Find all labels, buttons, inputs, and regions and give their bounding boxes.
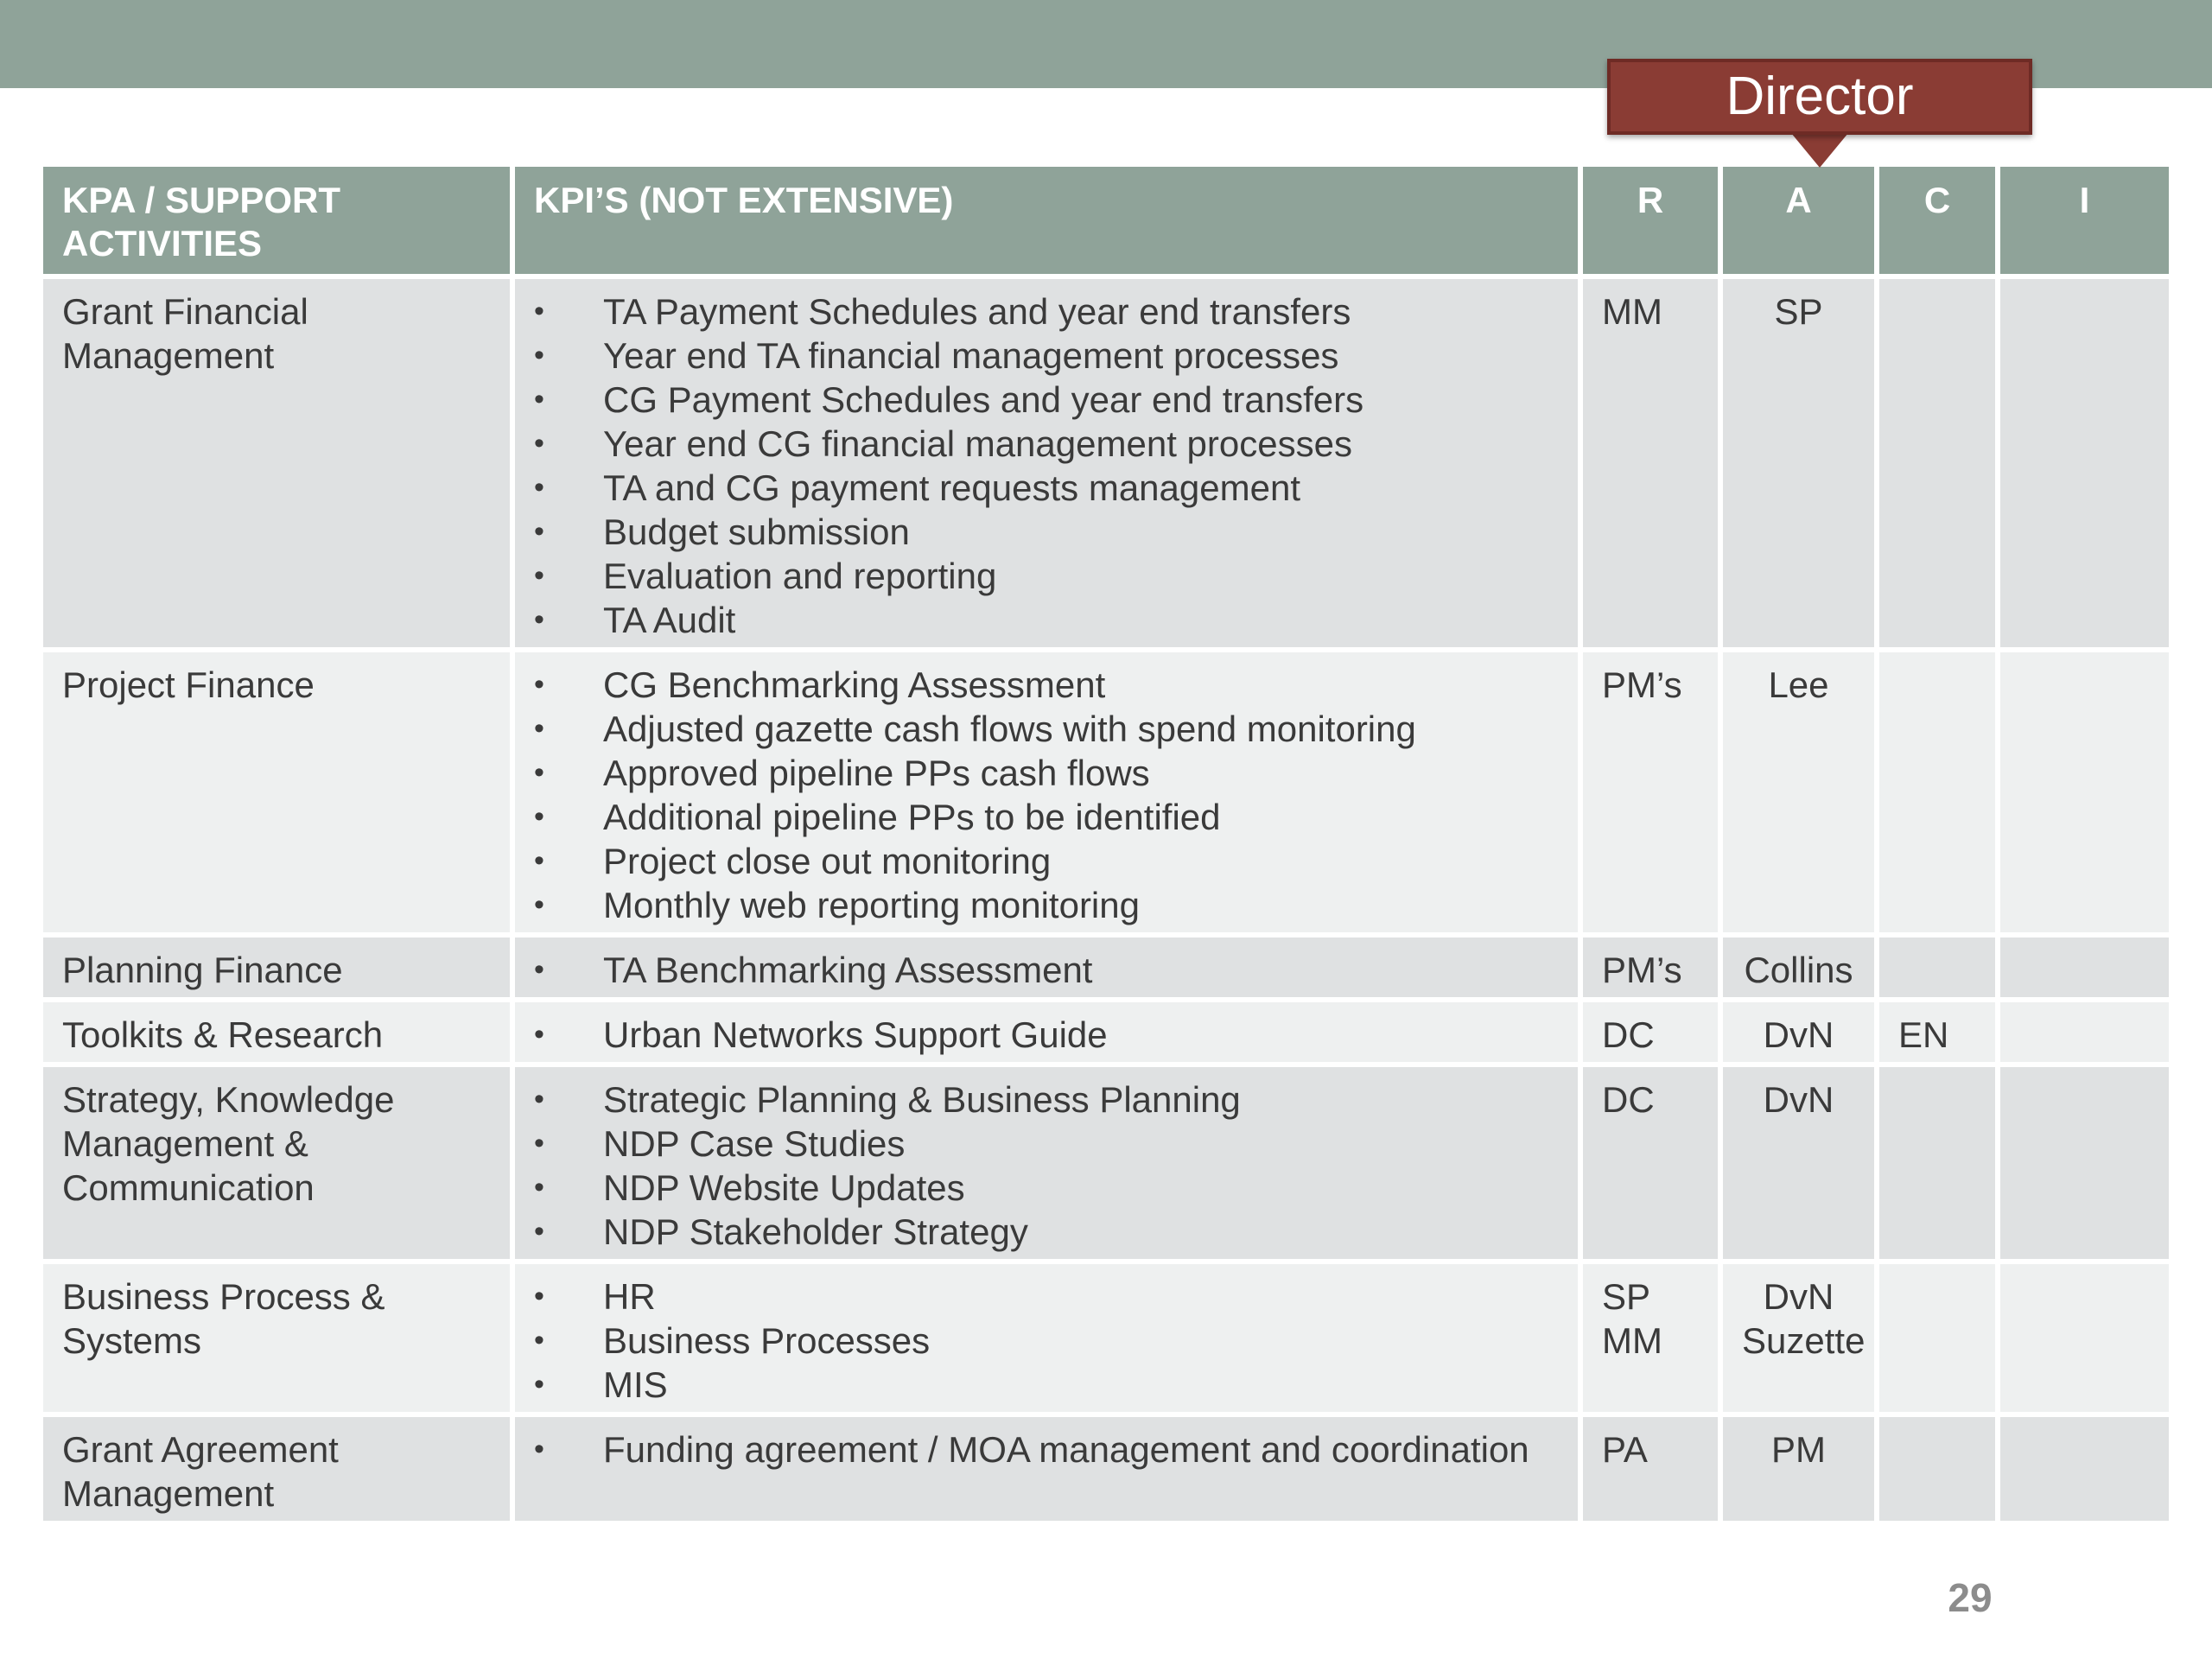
kpi-item: • Adjusted gazette cash flows with spend monitoring [534,707,1559,751]
consulted-cell: EN [1879,1002,1995,1062]
kpa-cell: Grant Financial Management [43,279,510,647]
kpa-cell: Toolkits & Research [43,1002,510,1062]
informed-cell [2000,1067,2169,1259]
kpi-list [534,1077,1559,1254]
accountable-cell: DvN [1723,1002,1874,1062]
table-row [43,938,2169,997]
table-header-row [43,167,2169,274]
header-informed: I [2000,167,2169,274]
kpi-cell [515,279,1578,647]
kpi-list [534,1427,1559,1471]
table-body [43,279,2169,1521]
kpa-cell: Strategy, Knowledge Management & Communication [43,1067,510,1259]
kpi-list [534,663,1559,927]
accountable-cell: Lee [1723,652,1874,932]
accountable-cell: Collins [1723,938,1874,997]
kpi-item: • Project close out monitoring [534,839,1559,883]
kpi-item: • TA Benchmarking Assessment [534,948,1559,992]
kpi-item: • Year end CG financial management processes [534,422,1559,466]
table-row [43,1417,2169,1521]
kpi-item: • NDP Case Studies [534,1122,1559,1166]
consulted-cell [1879,652,1995,932]
informed-cell [2000,1264,2169,1412]
kpi-item: • HR [534,1274,1559,1319]
kpi-item: • MIS [534,1363,1559,1407]
kpi-item: • Budget submission [534,510,1559,554]
kpi-cell [515,1417,1578,1521]
kpi-item: • Additional pipeline PPs to be identified [534,795,1559,839]
kpi-item: • CG Payment Schedules and year end transfers [534,378,1559,422]
kpi-list [534,289,1559,642]
kpi-item: • Year end TA financial management processes [534,334,1559,378]
accountable-cell: SP [1723,279,1874,647]
kpi-item: • Funding agreement / MOA management and coordination [534,1427,1559,1471]
raci-table [38,162,2174,1526]
kpi-cell [515,1067,1578,1259]
table-row [43,1264,2169,1412]
kpi-item: • Approved pipeline PPs cash flows [534,751,1559,795]
responsible-cell: PM’s [1583,938,1718,997]
kpi-item: • Strategic Planning & Business Planning [534,1077,1559,1122]
header-kpi: KPI’S (NOT EXTENSIVE) [515,167,1578,274]
informed-cell [2000,938,2169,997]
kpi-item: • TA and CG payment requests management [534,466,1559,510]
kpi-item: • Business Processes [534,1319,1559,1363]
kpi-item: • Monthly web reporting monitoring [534,883,1559,927]
kpi-cell [515,1002,1578,1062]
responsible-cell: SP MM [1583,1264,1718,1412]
header-responsible: R [1583,167,1718,274]
informed-cell [2000,1002,2169,1062]
kpi-cell [515,1264,1578,1412]
kpi-item: • Evaluation and reporting [534,554,1559,598]
consulted-cell [1879,1264,1995,1412]
kpi-item: • NDP Website Updates [534,1166,1559,1210]
accountable-cell: PM [1723,1417,1874,1521]
kpi-item: • CG Benchmarking Assessment [534,663,1559,707]
header-consulted: C [1879,167,1995,274]
kpi-item: • TA Payment Schedules and year end transfers [534,289,1559,334]
kpi-list [534,948,1559,992]
kpi-item: • TA Audit [534,598,1559,642]
responsible-cell: DC [1583,1002,1718,1062]
kpi-item: • Urban Networks Support Guide [534,1013,1559,1057]
accountable-cell: DvN [1723,1067,1874,1259]
kpi-cell [515,938,1578,997]
kpa-cell: Planning Finance [43,938,510,997]
consulted-cell [1879,1067,1995,1259]
table-row [43,652,2169,932]
kpa-cell: Project Finance [43,652,510,932]
kpi-cell [515,652,1578,932]
table-row [43,1002,2169,1062]
header-accountable: A [1723,167,1874,274]
responsible-cell: PM’s [1583,652,1718,932]
informed-cell [2000,652,2169,932]
responsible-cell: MM [1583,279,1718,647]
kpa-cell: Business Process & Systems [43,1264,510,1412]
table-row [43,279,2169,647]
informed-cell [2000,279,2169,647]
header-kpa: KPA / SUPPORT ACTIVITIES [43,167,510,274]
kpi-list [534,1013,1559,1057]
kpi-list [534,1274,1559,1407]
consulted-cell [1879,1417,1995,1521]
consulted-cell [1879,938,1995,997]
director-callout: Director [1607,59,2032,135]
kpa-cell: Grant Agreement Management [43,1417,510,1521]
page-number: 29 [1948,1575,1993,1620]
director-arrow-icon [1791,133,1848,168]
responsible-cell: DC [1583,1067,1718,1259]
kpi-item: • NDP Stakeholder Strategy [534,1210,1559,1254]
table-row [43,1067,2169,1259]
consulted-cell [1879,279,1995,647]
accountable-cell: DvN Suzette [1723,1264,1874,1412]
responsible-cell: PA [1583,1417,1718,1521]
informed-cell [2000,1417,2169,1521]
